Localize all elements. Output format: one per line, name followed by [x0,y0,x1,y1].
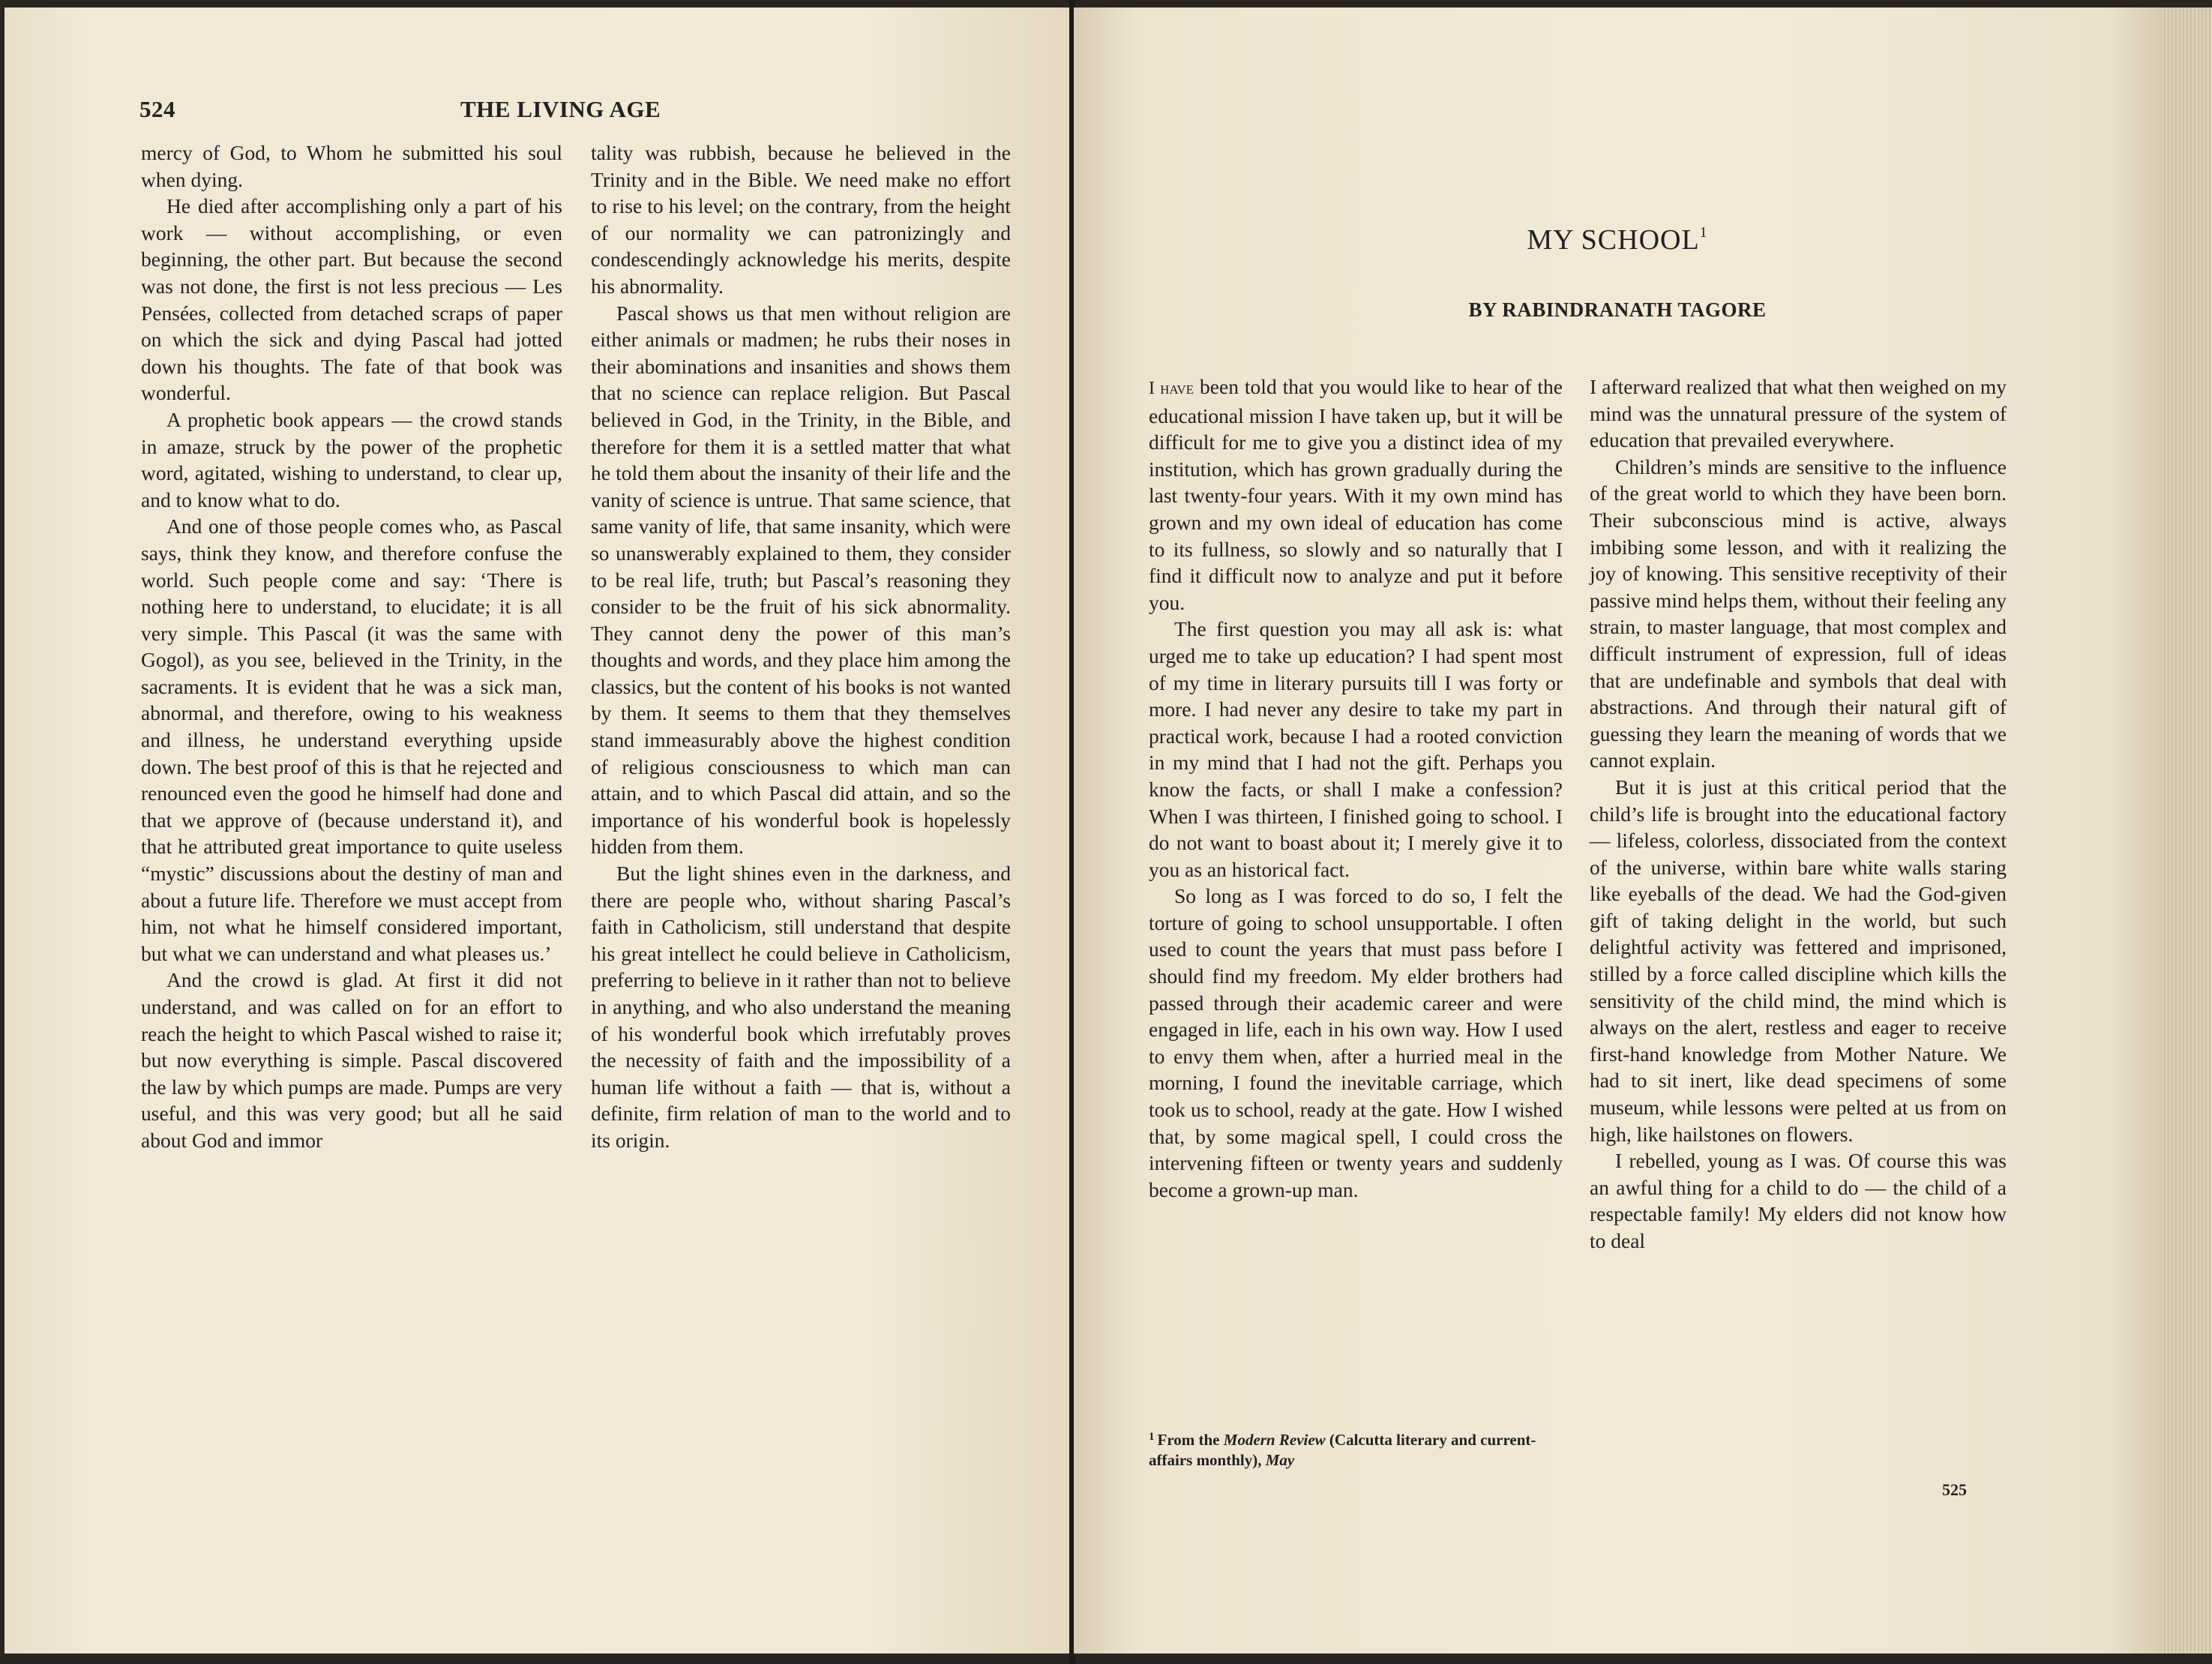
paragraph: And one of those people comes who, as Pascal says, think they know, and therefore confuse the world. Such people come and say: ‘There is nothing here to understand, to elucidate; it is all very simple. This Pascal (it was the same with Gogol), as you see, believed in the Trinity, in the sacraments. It is evident that he was a sick man, abnormal, and therefore, owing to his weakness and illness, he understand everything upside down. The best proof of this is that he rejected and renounced even the good he himself had done and that we approve of (because understand it), and that he attributed great importance to quite useless “mystic” discussions about the destiny of man and about a future life. Therefore we must accept from him, not what he himself considered important, but what we can understand and what pleases us.’ [141,514,562,965]
page-number: 525 [1942,1480,1967,1499]
opening-text: been told that you would like to hear of the educational mission I have taken up, but it will be difficult for me to give you a distinct idea of my institution, which has grown gradually during the last twenty-four years. With it my own mind has grown and my own ideal of education has come to its fullness, so slowly and so naturally that I find it difficult now to analyze and put it before you. [1149,375,1563,614]
left-page [4,7,1069,1654]
footnote-month: May [1265,1451,1295,1469]
paragraph: tality was rubbish, because he believed in the Trinity and in the Bible. We need make no effort to rise to his level; on the contrary, from the height of our normality we can patronizingly and condescendingly acknowledge his merits, despite his abnormality. [591,141,1011,298]
opening-smallcaps: I have [1149,379,1194,398]
right-column-2 [1590,373,2007,1255]
footnote-desc: (Calcutta literary and current-affairs monthly), [1149,1431,1536,1469]
paragraph: And the crowd is glad. At first it did not understand, and was called on for an effort to reach the height to which Pascal wished to raise it; but now everything is simple. Pascal discovered the law by which pumps are made. Pumps are very useful, and this was very good; but all he said about God and immor [141,968,562,1152]
running-head [139,96,709,126]
right-column-1 [1149,373,1563,1203]
byline: BY RABINDRANATH TAGORE [1468,298,1767,321]
running-title: THE LIVING AGE [460,96,661,122]
right-page [1074,7,2161,1654]
paragraph: mercy of God, to Whom he submitted his soul when dying. [141,141,562,191]
paragraph: He died after accomplishing only a part of his work — without accomplishing, or even beginning, the other part. But because the second was not done, the first is not less precious — Les Pensées, collected from detached scraps of paper on which the sick and dying Pascal had jotted down his thoughts. The fate of that book was wonderful. [141,194,562,405]
paragraph: Pascal shows us that men without religion are either animals or madmen; he rubs their noses in their abominations and insanities and shows them that no science can replace religion. But Pascal believed in God, in the Trinity, in the Bible, and therefore for them it is a settled matter that what he told them about the insanity of their life and the vanity of science is untrue. That same science, that same vanity of life, that same insanity, which were so unanswerably explained to them, they consider to be real life, truth; but Pascal’s reasoning they consider to be the fruit of his sick abnormality. They cannot deny the power of this man’s thoughts and words, and they place him among the classics, but the content of his books is not wanted by them. It seems to them that they themselves stand immeasurably above the highest condition of religious consciousness to which man can attain, and to which Pascal did attain, and so the importance of his wonderful book is hopelessly hidden from them. [591,301,1011,859]
paragraph: The first question you may all ask is: what urged me to take up education? I had spent most of my time in literary pursuits till I was forty or more. I had never any desire to take my part in practical work, because I had a rooted conviction in my mind that I had not the gift. Perhaps you know the facts, or shall I make a confession? When I was thirteen, I finished going to school. I do not want to boast about it; I merely give it to you as an historical fact. [1149,617,1563,881]
footnote-source: Modern Review [1223,1431,1326,1449]
paragraph [1149,373,1563,616]
page-number: 524 [139,96,175,122]
paragraph: So long as I was forced to do so, I felt the torture of going to school unsupportable. I often used to count the years that must pass before I should find my freedom. My elder brothers had passed through their academic career and were engaged in life, each in his own way. How I used to envy them when, after a hurried meal in the morning, I found the inevitable carriage, which took us to school, ready at the gate. How I wished that, by some magical spell, I could cross the intervening fifteen or twenty years and suddenly become a grown-up man. [1149,884,1563,1201]
paragraph: A prophetic book appears — the crowd stands in amaze, struck by the power of the prophetic word, agitated, wishing to understand, to clear up, and to know what to do. [141,407,562,511]
article-title [1074,223,2161,256]
title-footnote-mark: 1 [1699,224,1708,241]
paragraph: But it is just at this critical period that the child’s life is brought into the educational factory — lifeless, colorless, dissociated from the context of the universe, within bare white walls staring like eyeballs of the dead. We had the God-given gift of taking delight in the world, but such delightful activity was fettered and imprisoned, stilled by a force called discipline which kills the sensitivity of the child mind, the mind which is always on the alert, restless and eager to receive first-hand knowledge from Mother Nature. We had to sit inert, like dead specimens of some museum, while lessons were pelted at us from on high, like hailstones on flowers. [1590,775,2007,1146]
paragraph: I afterward realized that what then weighed on my mind was the unnatural pressure of the system of education that prevailed everywhere. [1590,375,2007,452]
page-edges [2161,7,2212,1654]
article-title-text: MY SCHOOL [1527,224,1700,256]
paragraph: But the light shines even in the darkness, and there are people who, without sharing Pascal’s faith in Catholicism, still understand that despite his great intellect he could believe in Catholicism, preferring to believe in it rather than not to believe in anything, and who also understand the meaning of his wonderful book which irrefutably proves the necessity of faith and the impossibility of a human life without a faith — that is, without a definite, firm relation of man to the world and to its origin. [591,862,1011,1152]
left-column-1 [141,139,562,1154]
paragraph: Children’s minds are sensitive to the influence of the great world to which they have been born. Their subconscious mind is active, always imbibing some lesson, and with it realizing the joy of knowing. This sensitive receptivity of their passive mind helps them, without their feeling any strain, to master language, that most complex and difficult instrument of expression, full of ideas that are undefinable and symbols that deal with abstractions. And through their natural gift of guessing they learn the meaning of words that we cannot explain. [1590,454,2007,772]
footnote [1149,1427,1563,1471]
footnote-prefix: From the [1157,1431,1224,1449]
paragraph: I rebelled, young as I was. Of course this was an awful thing for a child to do — the child of a respectable family! My elders did not know how to deal [1590,1149,2007,1252]
left-column-2 [591,139,1011,1154]
footnote-mark: 1 [1149,1431,1155,1443]
